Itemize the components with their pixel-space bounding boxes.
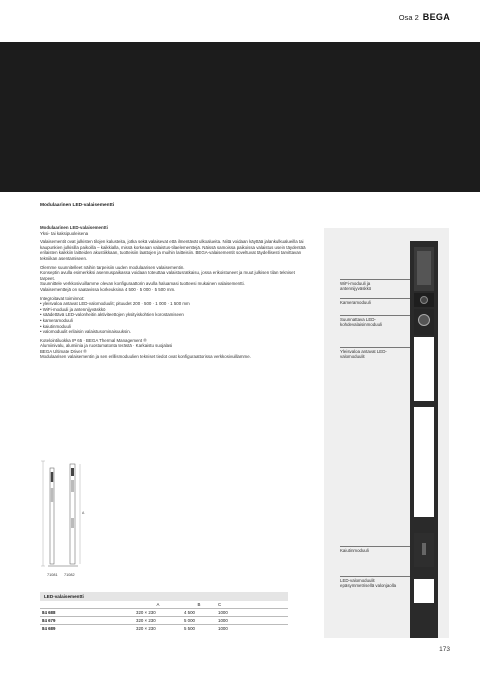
hero-image — [0, 42, 480, 192]
product-code: 84 688 — [40, 609, 134, 617]
column-header — [40, 601, 134, 609]
pole-label: Kaiutinmoduuli — [340, 548, 369, 553]
table-row — [40, 609, 288, 617]
dimension-label: A — [82, 511, 85, 515]
light-module — [414, 337, 434, 401]
table-header-row — [40, 601, 288, 609]
pole-illustration — [410, 241, 438, 638]
pole-label: Yleisvaloa antavat LED-valomoduulit — [340, 349, 387, 360]
text-column — [40, 225, 308, 363]
cell: 320 × 230 — [134, 617, 182, 625]
cell: 320 × 230 — [134, 625, 182, 633]
leader-line — [340, 315, 410, 316]
paragraph: Valaisementtejä on saatavissa korkeuksina 4 500 · 5 000 · 5 500 mm. — [40, 286, 176, 292]
intro-subtitle: Yksi- tai kaksipuoleisena — [40, 230, 89, 236]
list-item: • kaiutinmoduuli — [40, 324, 308, 330]
pole-outline — [50, 468, 54, 564]
asymmetric-light-module — [414, 579, 434, 603]
page-number: 173 — [439, 646, 450, 653]
speaker-module — [414, 533, 434, 567]
leader-line — [340, 298, 410, 299]
spotlight-module — [414, 309, 434, 335]
spec-table — [40, 601, 288, 632]
cell: 1000 — [216, 625, 288, 633]
functions-title: Integroitavat toiminnot: — [40, 295, 85, 301]
cell: 5 000 — [182, 617, 216, 625]
pole-label: WiFi-moduuli ja antennijyväskkö — [340, 281, 372, 292]
page-header — [399, 12, 450, 22]
list-item: • kameramoduuli — [40, 318, 308, 324]
wifi-module — [414, 247, 434, 291]
paragraph: Valaisementit ovat julkisten tilojen kalusteita, jotka sekä valaisevat että ilmentävät ulkoalueita. Niitä voidaan käyttää jalankulkualueilla tai kaupunkien julkisilla paikoilla – kaikkialla, missä korkeaan valaistus-tilaelementtejä. Näissä samoissa paikoissa valaistus usein täydentää erilaisten kaikkiin laitteiden akustiikkaan, tuotteisiin laattojen ja muihin laitteisiin. BEGA-valaisementit soveltuvat täydellisesti tarvittavan tekniikan asentamiseen. — [40, 239, 306, 261]
module-mark — [71, 468, 74, 476]
pole-label: Kameramoduuli — [340, 300, 371, 305]
pole-drawing-svg — [40, 458, 110, 578]
cell: 320 × 230 — [134, 609, 182, 617]
list-item: • säädettävä LED-valonheitin aktiviteettojen yksityiskohtien korostamiseen — [40, 312, 308, 318]
table-row — [40, 617, 288, 625]
cell: 1000 — [216, 609, 288, 617]
paragraph: BEGA Ultimate Driver ® — [40, 348, 87, 354]
module-mark — [51, 488, 53, 502]
leader-line — [340, 279, 410, 280]
section-label: Osa 2 — [398, 13, 419, 22]
list-item: • valomoduulit erilaisin valaistusominaisuuksin. — [40, 329, 308, 335]
paragraph: Konseptin avulla esimerkiksi asennuspaikassa voidaan toteuttaa valaistusratkaisu, jossa erikoistuneet ja muut julkisen tilan tekniset tarpeet. — [40, 270, 295, 281]
functions-list — [40, 301, 308, 335]
module-mark — [71, 480, 74, 492]
product-code: 84 689 — [40, 625, 134, 633]
intro-title: Modulaarinen LED-valaisementti — [40, 225, 108, 230]
paragraph: Suunnittele verkkosivuillamme olevan konfiguraattorin avulla haluamasi tuotteesi mukainen valaisementti. — [40, 281, 245, 287]
list-item: • yleisvaloa antavat LED-valomoduulit; pituudet 200 · 500 · 1 000 · 1 500 mm — [40, 301, 308, 307]
cell: 4 500 — [182, 609, 216, 617]
cell: 1000 — [216, 617, 288, 625]
pole-label: Suunnattava LED-kohdevalaisinmoduuli — [340, 317, 382, 328]
section-title: Modulaarinen LED-valaisementti — [40, 203, 115, 208]
paragraph: Kotelointiluokka IP 65 · BEGA Thermal Management ® — [40, 337, 147, 343]
paragraph: Modulaarisen valaisementin ja sen erillismoduulien tekniset tiedot ovat konfiguraattorissa verkkosivuillamme. — [40, 354, 251, 360]
column-header: C — [218, 602, 222, 607]
camera-module — [414, 293, 434, 307]
column-header: A — [156, 602, 160, 607]
pole-outline — [70, 464, 75, 564]
table-title: LED-valaisementti — [40, 592, 288, 601]
paragraph: Alumiinivalu, alumiinia ja ruostumatonta terästä · Karkaistu suojalasi — [40, 343, 173, 349]
cell: 5 500 — [182, 625, 216, 633]
pole-label: LED-valomoduulit epäsymmetrisellä valonjaolla — [340, 578, 397, 589]
table-row — [40, 625, 288, 633]
light-module — [414, 407, 434, 517]
leader-line — [340, 347, 410, 348]
column-header: B — [197, 602, 201, 607]
drawing-code: 71082 — [64, 573, 75, 577]
list-item: • WiFi-moduuli ja antennijyväskkö — [40, 307, 308, 313]
product-code: 84 679 — [40, 617, 134, 625]
paragraph: Olemme suunnitelleet näihin tarpeisiin uuden modulaarisen valaisementin. — [40, 264, 185, 270]
drawing-code: 71081 — [47, 573, 58, 577]
product-table — [40, 592, 288, 632]
module-mark — [51, 472, 53, 482]
leader-line — [340, 546, 410, 547]
brand-logo: BEGA — [422, 12, 450, 22]
technical-drawing — [40, 458, 110, 578]
leader-line — [340, 576, 410, 577]
module-mark — [71, 518, 74, 528]
